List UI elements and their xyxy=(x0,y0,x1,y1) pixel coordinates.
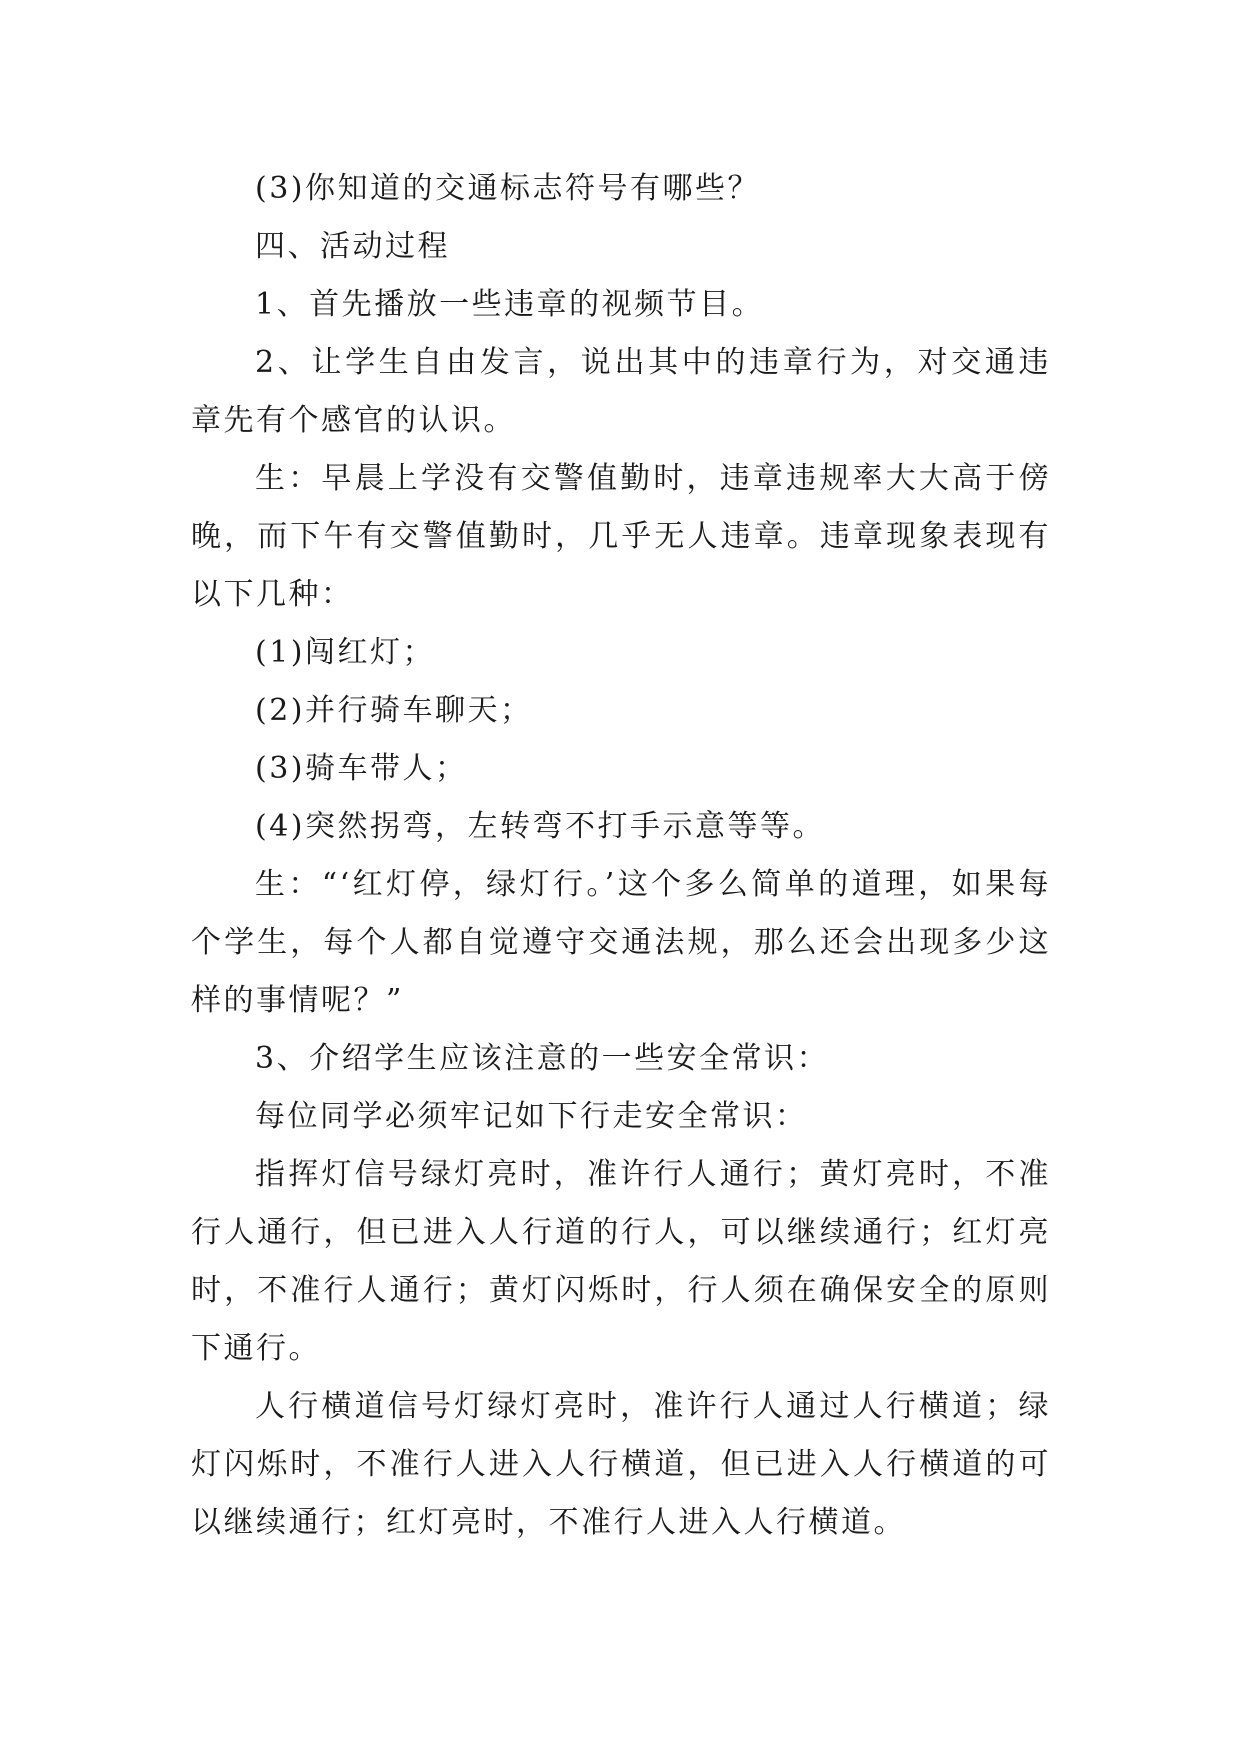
document-body xyxy=(191,160,1051,1552)
paragraph-crosswalk-rules: 人行横道信号灯绿灯亮时，准许行人通过人行横道；绿灯闪烁时，不准行人进入人行横道，但已进入人行横道的可以继续通行；红灯亮时，不准行人进入人行横道。 xyxy=(191,1389,1051,1540)
paragraph-student-response-2: 生：“‘红灯停，绿灯行。’这个多么简单的道理，如果每个学生，每个人都自觉遵守交通法规，那么还会出现多少这样的事情呢？” xyxy=(191,867,1051,1018)
list-item-violation-4: (4)突然拐弯，左转弯不打手示意等等。 xyxy=(255,809,825,844)
list-item-violation-2: (2)并行骑车聊天； xyxy=(255,693,533,728)
paragraph-student-response-1: 生：早晨上学没有交警值勤时，违章违规率大大高于傍晚，而下午有交警值勤时，几乎无人违章。违章现象表现有以下几种： xyxy=(191,461,1051,612)
list-item-violation-3: (3)骑车带人； xyxy=(255,751,468,786)
paragraph-step-1: 1、首先播放一些违章的视频节目。 xyxy=(255,287,765,322)
paragraph-step-3: 3、介绍学生应该注意的一些安全常识： xyxy=(255,1041,830,1076)
paragraph-step-2: 2、让学生自由发言，说出其中的违章行为，对交通违章先有个感官的认识。 xyxy=(191,345,1051,438)
section-heading-activity-process: 四、活动过程 xyxy=(255,229,450,264)
list-item-violation-1: (1)闯红灯； xyxy=(255,635,435,670)
paragraph-safety-intro: 每位同学必须牢记如下行走安全常识： xyxy=(255,1099,808,1134)
paragraph-question-3: (3)你知道的交通标志符号有哪些？ xyxy=(255,171,760,206)
paragraph-signal-light-rules: 指挥灯信号绿灯亮时，准许行人通行；黄灯亮时，不准行人通行，但已进入人行道的行人，可以继续通行；红灯亮时，不准行人通行；黄灯闪烁时，行人须在确保安全的原则下通行。 xyxy=(191,1157,1051,1366)
